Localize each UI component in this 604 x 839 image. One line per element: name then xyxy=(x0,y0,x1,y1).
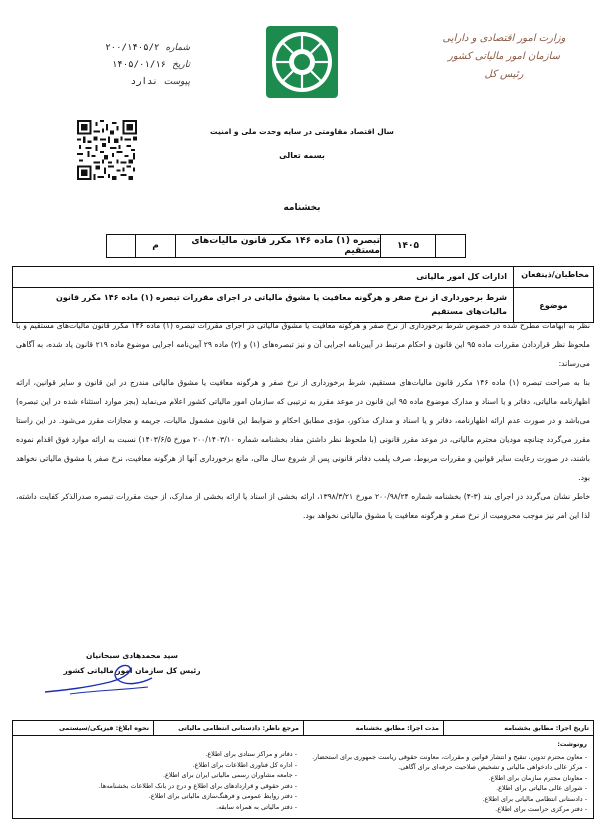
attachment-label: پیوست xyxy=(163,77,190,87)
recipients-value: ادارات کل امور مالیاتی xyxy=(416,272,507,281)
signatory-title: رئیس کل سازمان امور مالیاتی کشور xyxy=(63,666,201,675)
copy-item: - اداره کل فناوری اطلاعات برای اطلاع. xyxy=(19,760,297,771)
body-paragraph-1: نظر به ابهامات مطرح شده در خصوص شرط برخورداری از نرخ صفر و هرگونه معافیت یا مشوق مالیاتی در اجرای مقررات تبصره (۱) ماده ۱۴۶ مکرر قانون مالیات‌های مستقیم و با ملحوظ نظر قراردادن مقررات ماده ۹۵ این قانون و احکام مرتبط در آیین‌نامه اجرایی آن و نیز تبصره‌های (۱) و (۲) ماده ۲۹ آیین‌نامه اجرایی موضوع ماده ۲۱۹ قانون یاد شده، به آگاهی می‌رساند: xyxy=(16,321,590,368)
copy-item: - دفتر مرکزی حراست برای اطلاع. xyxy=(309,804,587,815)
copy-item: - شورای عالی مالیاتی برای اطلاع. xyxy=(309,783,587,794)
attachment-row xyxy=(60,74,190,91)
date-row xyxy=(60,57,190,74)
body-paragraph-2: بنا به صراحت تبصره (۱) ماده ۱۴۶ مکرر قانون مالیات‌های مستقیم، شرط برخورداری از نرخ صفر و هرگونه معافیت یا مشوق مالیاتی مندرج در این قانون و سایر قوانین، ارائه اظهارنامه مالیاتی، دفاتر و یا اسناد و مدارک موضوع ماده ۹۵ این قانون در موعد مقرر به ترتیبی که سازمان امور مالیاتی کشور اعلام می‌نماید (بجز موارد استثناء شده در این تبصره) می‌باشد و در صورت عدم ارائه اظهارنامه، دفاتر و یا اسناد و مدارک مذکور، مؤدی مطابق احکام و ضوابط این قانون مشمول مالیات، جریمه و مجازات مقرر می‌شود. در این راستا مقرر می‌گردد چنانچه مودیان محترم مالیاتی، در موعد مقرر قانونی (با ملحوظ نظر داشتن مفاد بخشنامه شماره ۲۰۰/۱۴۰۳/۱۰ مورخ ۱۴۰۳/۶/۵) نسبت به ارائه موارد فوق اقدام نموده باشند، در صورت رعایت سایر قوانین و مقررات مربوط، صرف پلمب دفاتر قانونی پس از شروع سال مالی، مانع برخورداری آنها از هرگونه معافیت، نرخ صفر یا مشوق مالیاتی نخواهد بود. xyxy=(16,378,591,482)
tax-organization-logo-icon xyxy=(262,22,342,102)
title-box-empty-left xyxy=(107,235,135,257)
number-value: ۲۰۰/۱۴۰۵/۲ xyxy=(105,43,160,53)
copy-item: - دفتر روابط عمومی و فرهنگ‌سازی مالیاتی برای اطلاع. xyxy=(19,791,297,802)
recipients-row xyxy=(13,267,593,288)
document-type: بخشنامه xyxy=(283,203,321,213)
execution-period: مدت اجرا: مطابق بخشنامه xyxy=(303,721,443,735)
distribution-table xyxy=(12,720,594,819)
copies-right-column xyxy=(303,736,593,818)
circular-body xyxy=(16,316,590,525)
circular-year: ۱۴۰۵ xyxy=(380,235,435,257)
letter-meta xyxy=(60,40,190,91)
supervisory-authority: مرجع ناظر: دادستانی انتظامی مالیاتی xyxy=(153,721,303,735)
copies-section xyxy=(13,736,593,818)
ministry-line-1: وزارت امور اقتصادی و دارایی xyxy=(442,33,566,44)
number-label: شماره xyxy=(165,43,190,53)
copy-item: - دادستانی انتظامی مالیاتی برای اطلاع. xyxy=(309,794,587,805)
copy-item: - دفتر حقوقی و قراردادهای برای اطلاع و درج در بانک اطلاعات بخشنامه‌ها. xyxy=(19,781,297,792)
ministry-header xyxy=(434,30,574,84)
copy-item: - مرکز عالی دادخواهی مالیاتی و تشخیص صلاحیت حرفه‌ای برای آگاهی. xyxy=(309,762,587,773)
subject-value: شرط برخورداری از نرخ صفر و هرگونه معافیت یا مشوق مالیاتی در اجرای مقررات تبصره (۱) ماده ۱۴۶ مکرر قانون مالیات‌های مستقیم xyxy=(56,293,507,316)
date-value: ۱۴۰۵/۰۱/۱۶ xyxy=(111,60,167,70)
execution-row xyxy=(13,721,593,736)
basmala: بسمه تعالی xyxy=(279,151,325,160)
signatory-name: سید محمدهادی سبحانیان xyxy=(86,651,178,660)
handwritten-signature-icon xyxy=(40,660,160,700)
execution-date: تاریخ اجرا: مطابق بخشنامه xyxy=(443,721,593,735)
title-box-empty-right xyxy=(435,235,465,257)
copy-item: - دفتر مالیاتی به همراه سابقه. xyxy=(19,802,297,813)
year-slogan: سال اقتصاد مقاومتی در سایه وحدت ملی و امنیت xyxy=(210,127,394,136)
copy-item: - جامعه مشاوران رسمی مالیاتی ایران برای اطلاع. xyxy=(19,770,297,781)
copies-left-column xyxy=(13,736,303,818)
body-paragraph-3: خاطر نشان می‌گردد در اجرای بند (۳-۴) بخشنامه شماره ۲۰۰/۹۸/۲۴ مورخ ۱۳۹۸/۳/۲۱، ارائه بخشی از اسناد یا ارائه بخشی از مدارک، از حیث مقررات تبصره صدرالذکر کفایت داشته، لذا این امر نیز موجب محرومیت از نرخ صفر و هرگونه معافیت یا مشوق مالیاتی نخواهد بود. xyxy=(16,492,591,520)
copy-item: - معاون محترم تدوین، تنقیح و انتشار قوانین و مقررات، معاونت حقوقی ریاست جمهوری برای استحضار. xyxy=(309,752,587,763)
notification-method: نحوه ابلاغ: فیزیکی/سیستمی xyxy=(58,724,149,732)
circular-code: م xyxy=(135,235,175,257)
copies-title: رونوشت: xyxy=(557,740,587,748)
subject-label: موضوع xyxy=(513,288,593,322)
circular-title-box xyxy=(106,234,466,258)
copy-item: - دفاتر و مراکز ستادی برای اطلاع. xyxy=(19,749,297,760)
recipients-label: مخاطبان/ذینفعان xyxy=(513,267,593,287)
circular-title: تبصره (۱) ماده ۱۴۶ مکرر قانون مالیات‌های مستقیم xyxy=(175,235,380,257)
ministry-line-3: رئیس کل xyxy=(484,69,524,80)
copy-item: - معاونان محترم سازمان برای اطلاع. xyxy=(309,773,587,784)
date-label: تاریخ xyxy=(172,60,190,70)
ministry-line-2: سازمان امور مالیاتی کشور xyxy=(448,51,560,62)
attachment-value: ندارد xyxy=(130,77,158,87)
circular-header-table xyxy=(12,266,594,323)
number-row xyxy=(60,40,190,57)
